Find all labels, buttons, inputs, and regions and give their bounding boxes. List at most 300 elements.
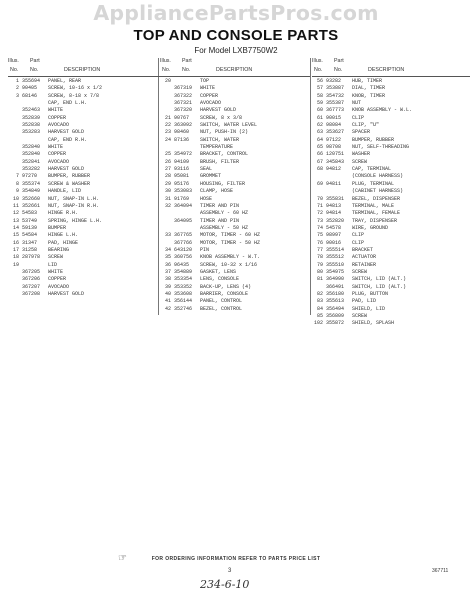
part-row (8, 254, 163, 261)
part-description: WIRE, GROUND (352, 224, 389, 231)
part-description: CAP, END L.H. (48, 100, 88, 107)
part-description: BUMPER (48, 224, 67, 231)
illus-number: 24 (164, 136, 171, 143)
part-description: HINGE R.H. (48, 210, 79, 217)
illus-number: 61 (316, 114, 323, 121)
part-number: 367765 (174, 232, 193, 239)
illus-number: 9 (15, 188, 19, 195)
part-row (160, 306, 310, 313)
part-description: DIAL, TIMER (352, 85, 386, 92)
part-row (312, 181, 470, 188)
illus-number: 28 (164, 173, 171, 180)
part-description: PAD, HINGE (48, 239, 79, 246)
part-row (312, 225, 470, 232)
part-number: 90016 (326, 239, 342, 246)
part-description: CAP, END R.H. (48, 136, 88, 143)
illus-number: 8 (15, 180, 19, 187)
part-number: 59139 (22, 224, 38, 231)
no-header: No. (10, 67, 19, 73)
illus-number: 3 (15, 92, 19, 99)
part-number: 54583 (22, 210, 38, 217)
part-number: 91769 (174, 195, 190, 202)
part-description: PANEL, CONTROL (200, 298, 243, 305)
part-description: SWITCH, WATER LEVEL (200, 122, 258, 129)
part-number: 356144 (174, 298, 193, 305)
illus-number: 75 (316, 232, 323, 239)
illus-header: Illus. (312, 58, 323, 64)
part-description: SCREW, 10-16 x 1/2 (48, 85, 103, 92)
part-header: Part (30, 58, 40, 64)
part-description: ASSEMBLY - 60 HZ (200, 210, 249, 217)
part-description: COPPER (48, 276, 67, 283)
parts-list (160, 78, 310, 313)
part-description: TERMINAL, FEMALE (352, 210, 401, 217)
part-number: 353352 (174, 283, 193, 290)
part-number: 353282 (22, 166, 41, 173)
part-description: BRUSH, FILTER (200, 158, 240, 165)
part-row (312, 284, 470, 291)
part-description: AVOCADO (48, 158, 70, 165)
illus-number: 85 (316, 313, 323, 319)
illus-number: 38 (164, 276, 171, 283)
part-number: 367321 (174, 100, 193, 107)
part-description: NUT, PUSH-IN (2) (200, 129, 249, 136)
part-number: 352661 (22, 202, 41, 209)
illus-number: 29 (164, 180, 171, 187)
illus-number: 74 (316, 224, 323, 231)
part-row (8, 247, 163, 254)
part-header: Part (334, 58, 344, 64)
illus-number: 76 (316, 239, 323, 246)
part-description: PLUG, TERMINAL (352, 180, 395, 187)
part-description: HARVEST GOLD (48, 166, 85, 173)
part-number: 90405 (22, 85, 38, 92)
part-row (160, 284, 310, 291)
part-row (312, 291, 470, 298)
part-number: 352841 (22, 158, 41, 165)
illus-number: 64 (316, 136, 323, 143)
part-number: 643120 (174, 246, 193, 253)
part-description: TERMINAL, MALE (352, 202, 395, 209)
part-description: BEZEL, DISPENSER (352, 195, 401, 202)
part-number: 355872 (326, 320, 345, 327)
part-description: BARRIER, CONSOLE (200, 290, 249, 297)
part-description: WHITE (200, 85, 216, 92)
illus-number: 25 (164, 151, 171, 158)
column-header-top (160, 58, 310, 67)
part-description: WASHER (352, 151, 371, 158)
part-description: BEARING (48, 246, 70, 253)
part-number: 367208 (22, 290, 41, 297)
part-description: KNOB ASSEMBLY - W.T. (200, 254, 261, 261)
part-description: MOTOR, TIMER - 60 HZ (200, 232, 261, 239)
part-row (160, 218, 310, 225)
part-number: 31347 (22, 239, 38, 246)
part-number: 352840 (22, 151, 41, 158)
part-description: SCREW, 8 x 3/8 (200, 114, 243, 121)
part-row (8, 203, 163, 210)
illus-number: 72 (316, 210, 323, 217)
part-description: SWITCH, WATER (200, 136, 240, 143)
parts-column-1 (8, 58, 163, 298)
part-number: 355694 (22, 78, 41, 84)
part-row (160, 151, 310, 158)
part-number: 31258 (22, 246, 38, 253)
part-number: 355374 (22, 180, 41, 187)
part-description: HOSE (200, 195, 213, 202)
illus-number: 20 (164, 78, 171, 84)
part-description: AVOCADO (200, 100, 222, 107)
part-number: 53749 (22, 217, 38, 224)
part-description: PLUG, BUTTON (352, 290, 389, 297)
handwritten-note: 234-6-10 (200, 578, 250, 591)
ordering-note: FOR ORDERING INFORMATION REFER TO PARTS PRICE LIST (151, 556, 321, 562)
part-row (8, 218, 163, 225)
part-number: 94813 (326, 202, 342, 209)
part-description: HARVEST GOLD (200, 107, 237, 114)
part-row (312, 151, 470, 158)
site-watermark: AppliancePartsPros.com (93, 1, 379, 25)
part-row (312, 218, 470, 225)
part-row (8, 181, 163, 188)
part-row (8, 232, 163, 239)
part-description: SWITCH, LID (ALT.) (352, 283, 407, 290)
illus-number: 15 (12, 232, 19, 239)
part-description: SHIELD, SPLASH (352, 320, 395, 327)
illus-number: 78 (316, 254, 323, 261)
column-header-bottom (8, 67, 163, 77)
part-description: AVOCADO (48, 283, 70, 290)
part-row (160, 240, 310, 247)
part-description: RETAINER (352, 261, 377, 268)
part-row (160, 93, 310, 100)
part-description: TIMER AND PIN (200, 217, 240, 224)
no-header: No. (30, 67, 39, 73)
illus-number: 59 (316, 100, 323, 107)
part-number: 355387 (326, 100, 345, 107)
part-row (160, 232, 310, 239)
illus-number: 17 (12, 246, 19, 253)
no-header: No. (162, 67, 171, 73)
part-number: 352746 (174, 305, 193, 312)
part-header: Part (182, 58, 192, 64)
illus-number: 40 (164, 290, 171, 297)
part-row (312, 85, 470, 92)
part-row (312, 247, 470, 254)
part-description: TIMER AND PIN (200, 202, 240, 209)
illus-number: 27 (164, 166, 171, 173)
part-number: 287978 (22, 254, 41, 261)
part-row (8, 225, 163, 232)
model-subtitle: For Model LXB7750W2 (194, 46, 278, 55)
part-description: WHITE (48, 144, 64, 151)
part-row (8, 196, 163, 203)
part-description: PAD, LID (352, 298, 377, 305)
part-number: 120751 (326, 151, 345, 158)
part-number: 90015 (326, 114, 342, 121)
part-number: 354975 (326, 268, 345, 275)
part-row (160, 262, 310, 269)
part-number: 367766 (174, 239, 193, 246)
illus-number: 65 (316, 144, 323, 151)
part-number: 355514 (326, 246, 345, 253)
part-row (8, 188, 163, 195)
part-number: 356494 (326, 305, 345, 312)
part-row (312, 240, 470, 247)
part-row (8, 122, 163, 129)
illus-number: 62 (316, 122, 323, 129)
part-number: 364094 (174, 202, 193, 209)
illus-number: 57 (316, 85, 323, 92)
illus-number: 56 (316, 78, 323, 84)
part-row (160, 166, 310, 173)
illus-number: 66 (316, 151, 323, 158)
page-number: 3 (228, 568, 232, 574)
part-number: 68146 (22, 92, 38, 99)
part-row (312, 144, 470, 151)
pointing-hand-icon: ☞ (118, 553, 127, 564)
illus-number: 11 (12, 202, 19, 209)
description-header: DESCRIPTION (216, 67, 253, 73)
description-header: DESCRIPTION (368, 67, 405, 73)
part-row (312, 159, 470, 166)
part-description: SCREW (352, 313, 368, 319)
part-number: 364095 (174, 217, 193, 224)
part-number: 98084 (326, 122, 342, 129)
illus-number: 35 (164, 254, 171, 261)
part-row (312, 166, 470, 173)
part-number: 353083 (174, 188, 193, 195)
part-row (312, 320, 470, 327)
part-row (160, 129, 310, 136)
part-description: WHITE (48, 107, 64, 114)
illus-number: 70 (316, 195, 323, 202)
part-row (312, 93, 470, 100)
illus-number: 39 (164, 283, 171, 290)
part-row (8, 144, 163, 151)
part-description: NUT, SNAP-IN R.H. (48, 202, 100, 209)
part-row (8, 173, 163, 180)
part-row (312, 196, 470, 203)
part-number: 98460 (174, 129, 190, 136)
part-number: 360756 (174, 254, 193, 261)
part-number: 367322 (174, 92, 193, 99)
part-row (160, 159, 310, 166)
part-description: HANDLE, LID (48, 188, 82, 195)
part-description: SHIELD, LID (352, 305, 386, 312)
illus-number: 33 (164, 232, 171, 239)
part-row (312, 173, 470, 180)
part-number: 355510 (326, 261, 345, 268)
illus-header: Illus. (160, 58, 171, 64)
part-row (8, 159, 163, 166)
part-row (312, 137, 470, 144)
part-description: COPPER (48, 114, 67, 121)
part-description: PANEL, REAR (48, 78, 82, 84)
part-number: 94814 (326, 210, 342, 217)
part-row (8, 100, 163, 107)
part-row (160, 115, 310, 122)
illus-number: 7 (15, 173, 19, 180)
part-description: HARVEST GOLD (48, 129, 85, 136)
document-code: 367711 (432, 568, 449, 574)
part-row (312, 78, 470, 85)
part-row (312, 203, 470, 210)
parts-list (8, 78, 163, 298)
illus-number: 1 (15, 78, 19, 84)
illus-number: 82 (316, 290, 323, 297)
part-row (312, 115, 470, 122)
part-row (312, 210, 470, 217)
part-description: AVOCADO (48, 122, 70, 129)
illus-number: 60 (316, 107, 323, 114)
part-row (160, 276, 310, 283)
part-description: COPPER (200, 92, 219, 99)
column-header-bottom (160, 67, 310, 77)
part-number: 355831 (326, 195, 345, 202)
part-row (8, 151, 163, 158)
part-description: CLIP (352, 232, 365, 239)
no-header: No. (314, 67, 323, 73)
part-description: LID (48, 261, 58, 268)
illus-number: 102 (313, 320, 323, 327)
part-row (312, 107, 470, 114)
part-number: 367320 (174, 107, 193, 114)
part-number: 355613 (326, 298, 345, 305)
part-row (160, 107, 310, 114)
part-row (160, 173, 310, 180)
illus-number: 14 (12, 224, 19, 231)
part-description: NUT, SNAP-IN L.H. (48, 195, 100, 202)
illus-number: 31 (164, 195, 171, 202)
part-number: 366491 (326, 283, 345, 290)
part-row (160, 181, 310, 188)
illus-number: 83 (316, 298, 323, 305)
illus-number: 26 (164, 158, 171, 165)
part-row (8, 262, 163, 269)
illus-number: 32 (164, 202, 171, 209)
part-row (312, 269, 470, 276)
part-row (8, 284, 163, 291)
illus-number: 2 (15, 85, 19, 92)
part-description: (CONSOLE HARNESS) (352, 173, 404, 180)
illus-number: 67 (316, 158, 323, 165)
no-header: No. (334, 67, 343, 73)
part-description: ACTUATOR (352, 254, 377, 261)
part-description: SPACER (352, 129, 371, 136)
part-number: 345843 (326, 158, 345, 165)
part-description: CLIP, "U" (352, 122, 380, 129)
part-description: MOTOR, TIMER - 50 HZ (200, 239, 261, 246)
part-description: NUT (352, 100, 362, 107)
illus-number: 10 (12, 195, 19, 202)
part-number: 352838 (22, 122, 41, 129)
column-divider (310, 58, 311, 315)
part-number: 356180 (326, 290, 345, 297)
part-description: BRACKET, CONTROL (200, 151, 249, 158)
part-number: 353354 (174, 276, 193, 283)
part-number: 94812 (326, 166, 342, 173)
part-number: 367207 (22, 283, 41, 290)
illus-number: 68 (316, 166, 323, 173)
parts-column-2 (160, 58, 310, 313)
part-number: 93116 (174, 166, 190, 173)
part-number: 354732 (326, 92, 345, 99)
part-number: 54578 (326, 224, 342, 231)
illus-number: 18 (12, 254, 19, 261)
part-row (160, 188, 310, 195)
illus-number: 69 (316, 180, 323, 187)
part-number: 367205 (22, 268, 41, 275)
illus-number: 30 (164, 188, 171, 195)
part-description: SPRING, HINGE L.H. (48, 217, 103, 224)
part-row (312, 298, 470, 305)
part-description: (CABINET HARNESS) (352, 188, 404, 195)
part-row (8, 276, 163, 283)
column-header-top (8, 58, 163, 67)
part-row (312, 188, 470, 195)
part-number: 367319 (174, 85, 193, 92)
part-number: 94109 (174, 158, 190, 165)
part-description: PIN (200, 246, 210, 253)
illus-number: 77 (316, 246, 323, 253)
part-number: 355512 (326, 254, 345, 261)
part-description: HUB, TIMER (352, 78, 383, 84)
part-description: BEZEL, CONTROL (200, 305, 243, 312)
part-row (160, 254, 310, 261)
illus-number: 19 (12, 261, 19, 268)
part-row (160, 210, 310, 217)
part-row (8, 85, 163, 92)
illus-number: 37 (164, 268, 171, 275)
part-description: SWITCH, LID (ALT.) (352, 276, 407, 283)
part-description: BRACKET (352, 246, 374, 253)
part-description: HINGE L.H. (48, 232, 79, 239)
part-number: 353887 (326, 85, 345, 92)
illus-number: 81 (316, 276, 323, 283)
part-row (160, 78, 310, 85)
part-row (160, 225, 310, 232)
part-number: 90767 (174, 114, 190, 121)
part-row (160, 85, 310, 92)
part-number: 98997 (326, 232, 342, 239)
part-number: 93282 (326, 78, 342, 84)
part-number: 354889 (174, 268, 193, 275)
part-description: HOUSING, FILTER (200, 180, 246, 187)
part-description: BUMPER, RUBBER (352, 136, 395, 143)
part-number: 353608 (174, 290, 193, 297)
part-row (8, 93, 163, 100)
part-description: SEAL (200, 166, 213, 173)
part-number: 97270 (22, 173, 38, 180)
part-number: 352660 (22, 195, 41, 202)
part-row (160, 122, 310, 129)
illus-header: Illus. (8, 58, 19, 64)
part-description: TOP (200, 78, 210, 84)
part-description: LENS, CONSOLE (200, 276, 240, 283)
parts-list (312, 78, 470, 328)
illus-number: 80 (316, 268, 323, 275)
part-row (312, 306, 470, 313)
part-description: GASKET, LENS (200, 268, 237, 275)
column-header-top (312, 58, 470, 67)
part-row (160, 269, 310, 276)
illus-number: 36 (164, 261, 171, 268)
part-row (8, 291, 163, 298)
part-row (8, 166, 163, 173)
part-description: GROMMET (200, 173, 222, 180)
part-description: SCREW (352, 268, 368, 275)
